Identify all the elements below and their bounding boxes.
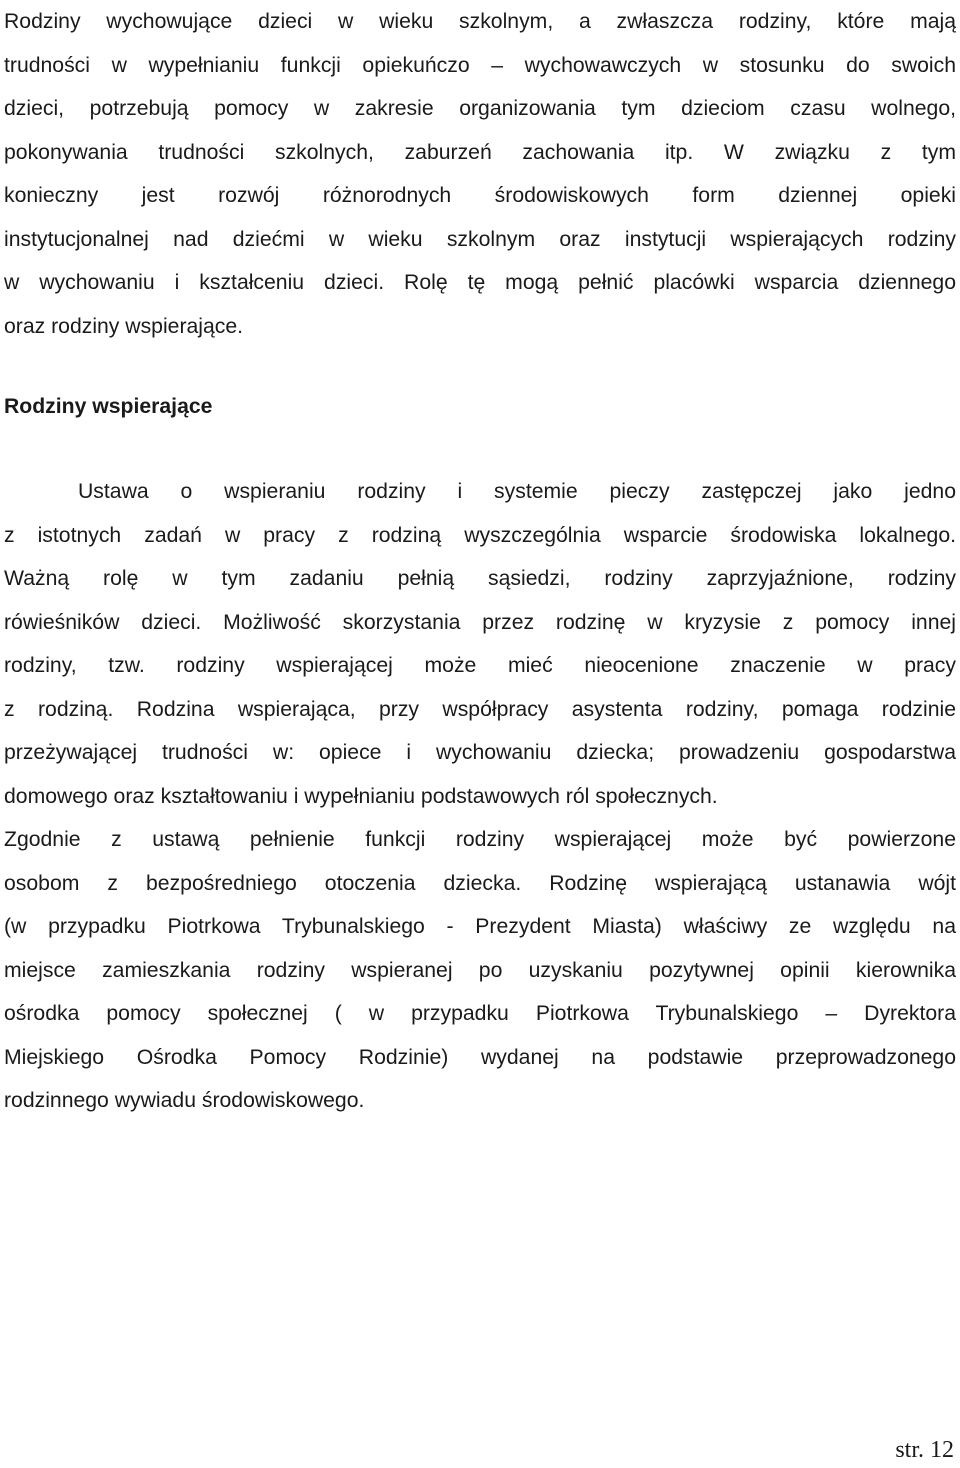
text-line: Ustawa o wspieraniu rodziny i systemie pieczy zastępczej jako jedno — [78, 480, 956, 503]
text-line: ośrodka pomocy społecznej ( w przypadku Piotrkowa Trybunalskiego – Dyrektora — [4, 1002, 956, 1025]
text-line: pokonywania trudności szkolnych, zaburzeń zachowania itp. W związku z tym — [4, 140, 956, 164]
paragraph-supporting-families — [4, 470, 956, 1123]
text-line: Zgodnie z ustawą pełnienie funkcji rodziny wspierającej może być powierzone — [4, 828, 956, 851]
text-line: dzieci, potrzebują pomocy w zakresie organizowania tym dzieciom czasu wolnego, — [4, 97, 956, 120]
text-line: trudności w wypełnianiu funkcji opiekuńczo – wychowawczych w stosunku do swoich — [4, 53, 956, 77]
text-line: z istotnych zadań w pracy z rodziną wyszczególnia wsparcie środowiska lokalnego. — [4, 523, 956, 547]
text-line: Ważną rolę w tym zadaniu pełnią sąsiedzi, rodziny zaprzyjaźnione, rodziny — [4, 567, 956, 590]
text-line: miejsce zamieszkania rodziny wspieranej po uzyskaniu pozytywnej opinii kierownika — [4, 958, 956, 982]
text-line: z rodziną. Rodzina wspierająca, przy współpracy asystenta rodziny, pomaga rodzinie — [4, 697, 956, 721]
text-line: rodzinnego wywiadu środowiskowego. — [4, 1089, 365, 1112]
paragraph-intro — [4, 0, 956, 348]
text-line: rodziny, tzw. rodziny wspierającej może mieć nieocenione znaczenie w pracy — [4, 654, 956, 677]
text-line: w wychowaniu i kształceniu dzieci. Rolę tę mogą pełnić placówki wsparcia dziennego — [4, 271, 956, 294]
text-line: instytucjonalnej nad dziećmi w wieku szkolnym oraz instytucji wspierających rodziny — [4, 227, 956, 251]
text-line: Miejskiego Ośrodka Pomocy Rodzinie) wydanej na podstawie przeprowadzonego — [4, 1045, 956, 1069]
text-line: oraz rodziny wspierające. — [4, 314, 244, 338]
text-line: (w przypadku Piotrkowa Trybunalskiego - Prezydent Miasta) właściwy ze względu na — [4, 915, 956, 938]
text-line: osobom z bezpośredniego otoczenia dziecka. Rodzinę wspierającą ustanawia wójt — [4, 871, 956, 895]
section-heading: Rodziny wspierające — [4, 395, 213, 418]
text-line: konieczny jest rozwój różnorodnych środowiskowych form dziennej opieki — [4, 184, 956, 207]
page-number: str. 12 — [895, 1437, 954, 1463]
text-line: Rodziny wychowujące dzieci w wieku szkolnym, a zwłaszcza rodziny, które mają — [4, 10, 956, 33]
text-line: rówieśników dzieci. Możliwość skorzystania przez rodzinę w kryzysie z pomocy innej — [4, 610, 956, 634]
text-line: domowego oraz kształtowaniu i wypełnianiu podstawowych ról społecznych. — [4, 784, 718, 808]
text-line: przeżywającej trudności w: opiece i wychowaniu dziecka; prowadzeniu gospodarstwa — [4, 741, 956, 764]
